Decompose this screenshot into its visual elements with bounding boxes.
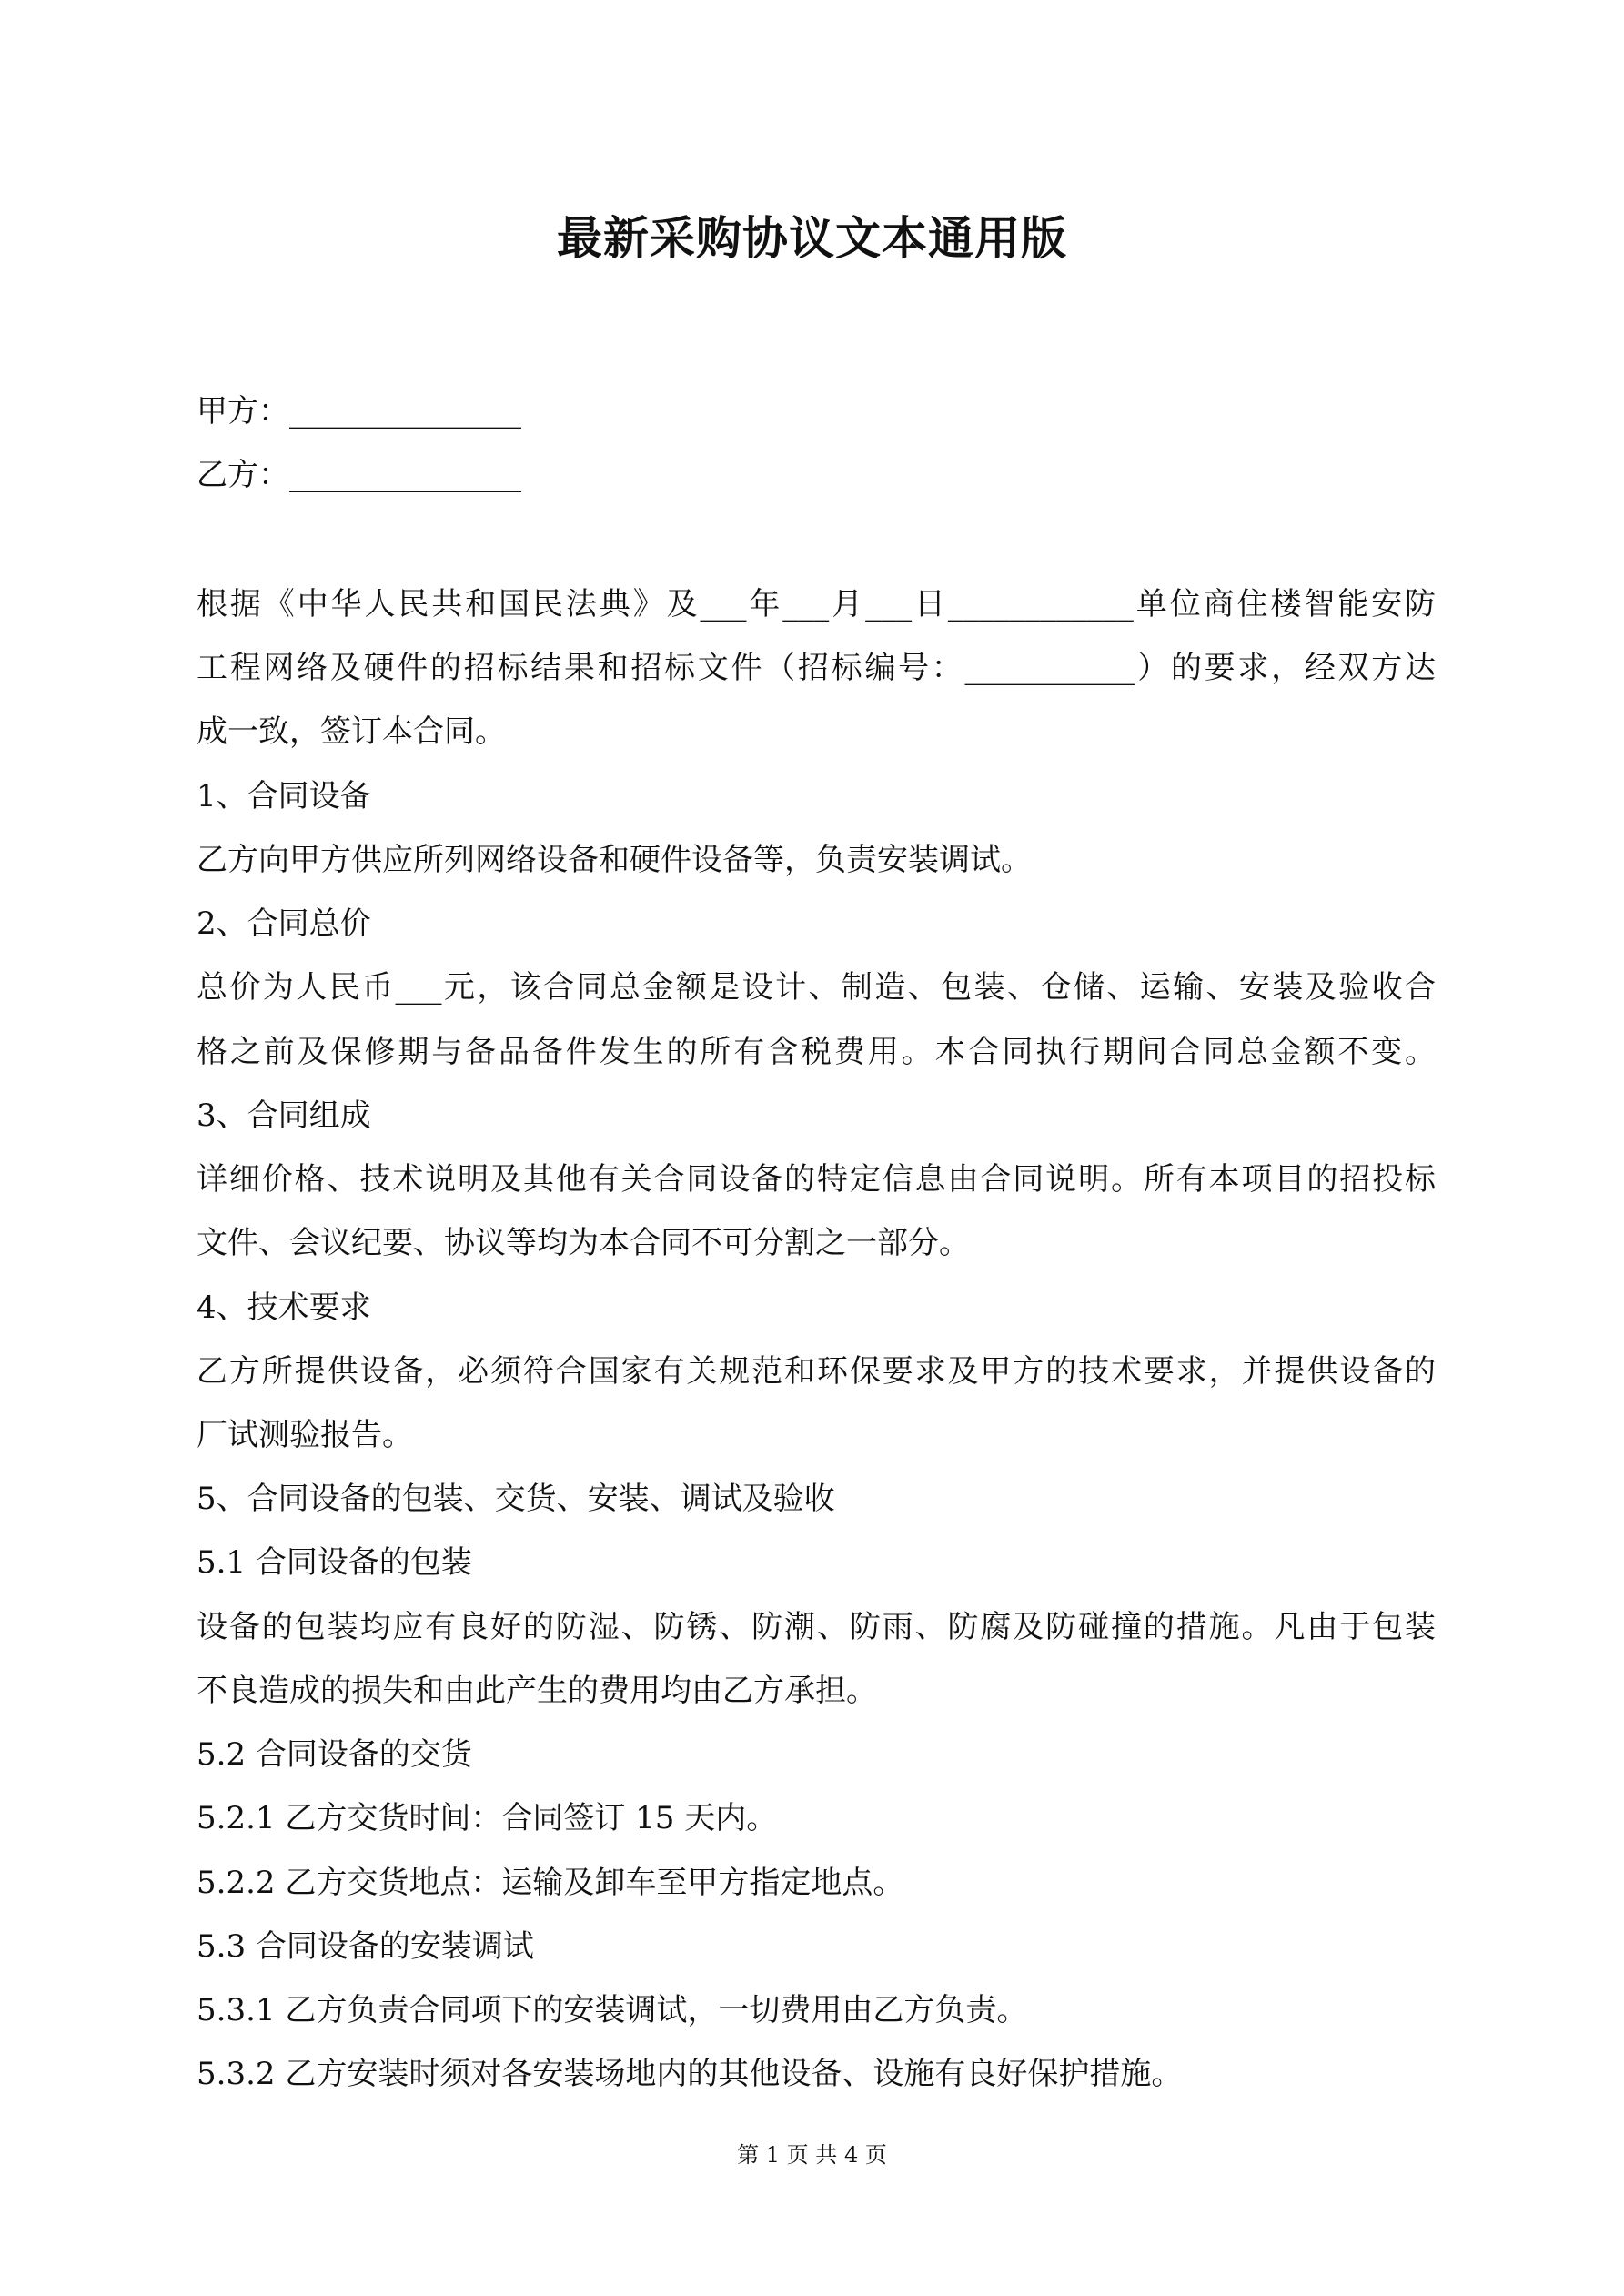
preamble-line: 根据《中华人民共和国民法典》及___年___月___日____________单位商住楼智能安防 [197,586,1436,622]
section-heading: 5、合同设备的包装、交货、安装、调试及验收 [197,1481,835,1517]
subsection-heading: 5.1 合同设备的包装 [197,1544,472,1581]
clause-line: 5.3.1 乙方负责合同项下的安装调试，一切费用由乙方负责。 [197,1992,1028,2028]
page-number: 第 1 页 共 4 页 [737,2142,887,2168]
clause-line: 5.2.2 乙方交货地点：运输及卸车至甲方指定地点。 [197,1865,904,1901]
section-body: 乙方向甲方供应所列网络设备和硬件设备等，负责安装调试。 [197,842,1032,878]
section-body: 厂试测验报告。 [197,1417,413,1453]
section-body: 详细价格、技术说明及其他有关合同设备的特定信息由合同说明。所有本项目的招投标 [197,1161,1436,1198]
section-heading: 2、合同总价 [197,905,371,942]
section-body: 文件、会议纪要、协议等均为本合同不可分割之一部分。 [197,1225,970,1261]
clause-line: 5.3.2 乙方安装时须对各安装场地内的其他设备、设施有良好保护措施。 [197,2056,1183,2092]
subsection-heading: 5.3 合同设备的安装调试 [197,1928,534,1965]
page-title: 最新采购协议文本通用版 [557,211,1067,265]
preamble-line: 成一致，签订本合同。 [197,713,506,750]
subsection-heading: 5.2 合同设备的交货 [197,1736,472,1773]
section-heading: 1、合同设备 [197,778,371,814]
party-a-line: 甲方：_______________ [197,393,521,430]
section-body: 格之前及保修期与备品备件发生的所有含税费用。本合同执行期间合同总金额不变。 [197,1034,1436,1070]
section-heading: 4、技术要求 [197,1290,371,1326]
party-b-line: 乙方：_______________ [197,457,521,493]
section-heading: 3、合同组成 [197,1097,371,1134]
preamble-line: 工程网络及硬件的招标结果和招标文件（招标编号：___________）的要求，经双方达 [197,650,1436,686]
section-body: 乙方所提供设备，必须符合国家有关规范和环保要求及甲方的技术要求，并提供设备的 [197,1353,1436,1390]
section-body: 总价为人民币___元，该合同总金额是设计、制造、包装、仓储、运输、安装及验收合 [197,969,1436,1006]
section-body: 不良造成的损失和由此产生的费用均由乙方承担。 [197,1673,877,1709]
section-body: 设备的包装均应有良好的防湿、防锈、防潮、防雨、防腐及防碰撞的措施。凡由于包装 [197,1609,1436,1645]
clause-line: 5.2.1 乙方交货时间：合同签订 15 天内。 [197,1800,778,1836]
